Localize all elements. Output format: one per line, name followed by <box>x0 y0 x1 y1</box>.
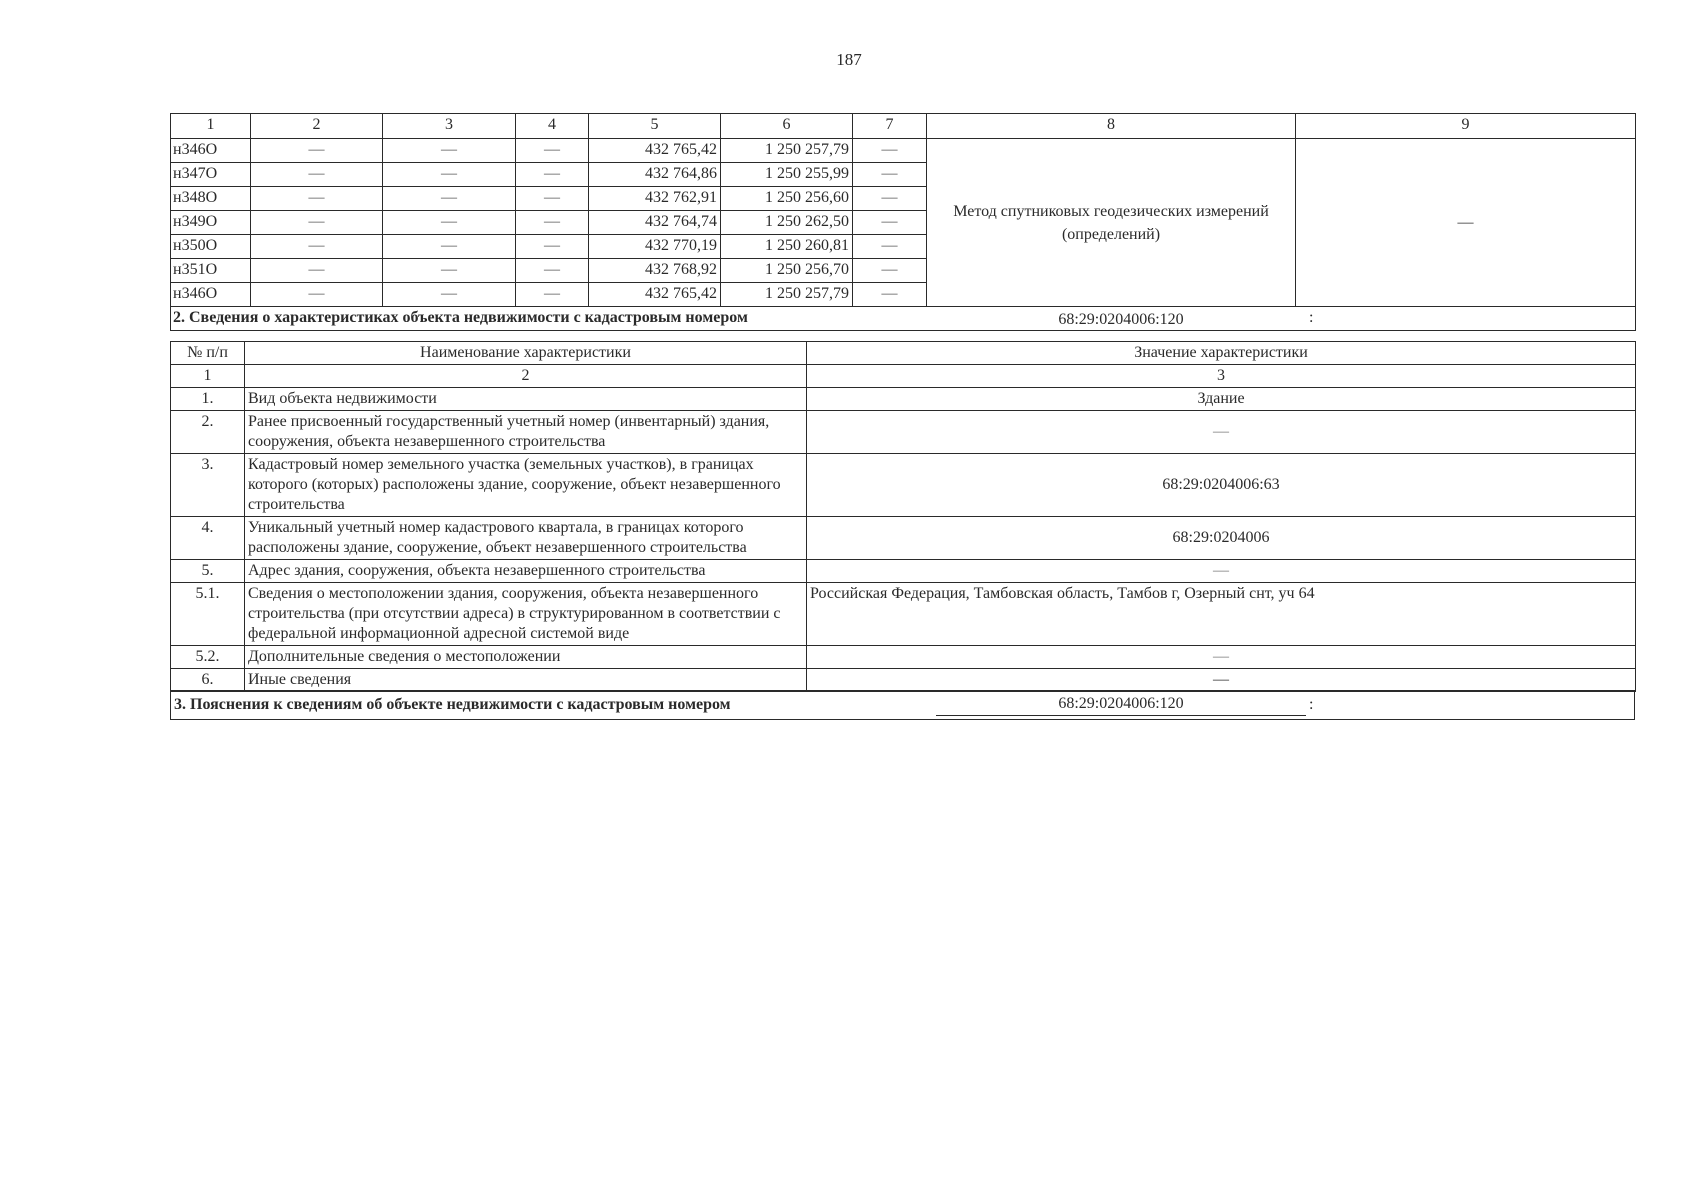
coord-x: 432 765,42 <box>589 139 721 163</box>
cell-dash: — <box>251 283 383 307</box>
row-num: 1. <box>171 388 245 411</box>
coord-y: 1 250 255,99 <box>721 163 853 187</box>
row-value: — <box>807 560 1636 583</box>
col9-value: — <box>1296 139 1636 307</box>
colnum-2: 2 <box>245 365 807 388</box>
row-num: 6. <box>171 669 245 692</box>
row-name: Дополнительные сведения о местоположении <box>245 646 807 669</box>
cell-dash: — <box>853 139 927 163</box>
coordinates-table <box>170 113 1636 331</box>
cell-dash: — <box>251 163 383 187</box>
coord-header-cell: 3 <box>383 114 516 139</box>
point-name: н347О <box>171 163 251 187</box>
coord-header-cell: 9 <box>1296 114 1636 139</box>
section-2-heading <box>171 307 1636 331</box>
row-name: Вид объекта недвижимости <box>245 388 807 411</box>
coord-y: 1 250 256,60 <box>721 187 853 211</box>
row-value: — <box>807 646 1636 669</box>
section-3-row <box>171 691 1635 720</box>
coord-header-row <box>171 114 1636 139</box>
cell-dash: — <box>853 187 927 211</box>
point-name: н346О <box>171 139 251 163</box>
table-row <box>171 669 1636 692</box>
row-num: 5.1. <box>171 583 245 646</box>
table-row <box>171 139 1636 163</box>
colnum-1: 1 <box>171 365 245 388</box>
cell-dash: — <box>251 187 383 211</box>
table-row <box>171 411 1636 454</box>
table-row <box>171 388 1636 411</box>
table-row <box>171 583 1636 646</box>
section-3-heading <box>171 691 1635 720</box>
coord-header-cell: 8 <box>927 114 1296 139</box>
cell-dash: — <box>383 187 516 211</box>
cell-dash: — <box>516 283 589 307</box>
characteristics-table <box>170 341 1636 692</box>
section-2-colon: : <box>1309 309 1314 326</box>
cell-dash: — <box>516 139 589 163</box>
row-value: — <box>807 669 1636 692</box>
row-name: Адрес здания, сооружения, объекта незавершенного строительства <box>245 560 807 583</box>
coord-y: 1 250 257,79 <box>721 139 853 163</box>
coord-header-cell: 1 <box>171 114 251 139</box>
table-row <box>171 454 1636 517</box>
coord-x: 432 764,86 <box>589 163 721 187</box>
cell-dash: — <box>516 259 589 283</box>
coord-x: 432 762,91 <box>589 187 721 211</box>
row-name: Кадастровый номер земельного участка (земельных участков), в границах которого (которых) расположены здание, сооружение, объект незавершенного строительства <box>245 454 807 517</box>
coord-x: 432 764,74 <box>589 211 721 235</box>
coord-y: 1 250 262,50 <box>721 211 853 235</box>
cell-dash: — <box>853 211 927 235</box>
cell-dash: — <box>853 163 927 187</box>
row-name: Сведения о местоположении здания, сооружения, объекта незавершенного строительства (при отсутствии адреса) в структурированном в соответствии с федеральной информационной адресной системой виде <box>245 583 807 646</box>
row-num: 5. <box>171 560 245 583</box>
coord-y: 1 250 260,81 <box>721 235 853 259</box>
cell-dash: — <box>516 211 589 235</box>
coord-header-cell: 5 <box>589 114 721 139</box>
row-value: — <box>807 411 1636 454</box>
row-num: 2. <box>171 411 245 454</box>
row-value: 68:29:0204006 <box>807 517 1636 560</box>
row-num: 3. <box>171 454 245 517</box>
cell-dash: — <box>383 163 516 187</box>
cell-dash: — <box>853 259 927 283</box>
cell-dash: — <box>383 283 516 307</box>
header-value: Значение характеристики <box>807 342 1636 365</box>
section-2-row <box>171 307 1636 331</box>
coord-y: 1 250 256,70 <box>721 259 853 283</box>
point-name: н348О <box>171 187 251 211</box>
cell-dash: — <box>516 163 589 187</box>
table-row <box>171 560 1636 583</box>
section-3-cadastral-number: 68:29:0204006:120 <box>936 692 1306 716</box>
table-row <box>171 646 1636 669</box>
char-header-row <box>171 342 1636 365</box>
colnum-3: 3 <box>807 365 1636 388</box>
cell-dash: — <box>383 259 516 283</box>
cell-dash: — <box>853 235 927 259</box>
cell-dash: — <box>251 235 383 259</box>
section-3-title: 3. Пояснения к сведениям об объекте недвижимости с кадастровым номером <box>174 696 731 713</box>
header-name: Наименование характеристики <box>245 342 807 365</box>
point-name: н351О <box>171 259 251 283</box>
point-name: н346О <box>171 283 251 307</box>
coord-x: 432 770,19 <box>589 235 721 259</box>
row-value: 68:29:0204006:63 <box>807 454 1636 517</box>
coord-header-cell: 6 <box>721 114 853 139</box>
char-colnum-row <box>171 365 1636 388</box>
cell-dash: — <box>516 235 589 259</box>
coord-header-cell: 2 <box>251 114 383 139</box>
coord-x: 432 768,92 <box>589 259 721 283</box>
coord-header-cell: 4 <box>516 114 589 139</box>
section-2-title: 2. Сведения о характеристиках объекта недвижимости с кадастровым номером <box>173 309 748 326</box>
page-number: 187 <box>836 50 862 69</box>
cell-dash: — <box>383 235 516 259</box>
coord-x: 432 765,42 <box>589 283 721 307</box>
cell-dash: — <box>853 283 927 307</box>
coord-header-cell: 7 <box>853 114 927 139</box>
section-3-colon: : <box>1309 696 1314 713</box>
cell-dash: — <box>516 187 589 211</box>
table-row <box>171 517 1636 560</box>
header-num: № п/п <box>171 342 245 365</box>
row-name: Ранее присвоенный государственный учетный номер (инвентарный) здания, сооружения, объекта незавершенного строительства <box>245 411 807 454</box>
row-value: Здание <box>807 388 1636 411</box>
row-value: Российская Федерация, Тамбовская область, Тамбов г, Озерный снт, уч 64 <box>807 583 1636 646</box>
cell-dash: — <box>251 211 383 235</box>
row-num: 5.2. <box>171 646 245 669</box>
point-name: н349О <box>171 211 251 235</box>
row-num: 4. <box>171 517 245 560</box>
point-name: н350О <box>171 235 251 259</box>
coord-y: 1 250 257,79 <box>721 283 853 307</box>
cell-dash: — <box>383 211 516 235</box>
section-3-table <box>170 690 1635 720</box>
cell-dash: — <box>383 139 516 163</box>
cell-dash: — <box>251 259 383 283</box>
row-name: Уникальный учетный номер кадастрового квартала, в границах которого расположены здание, сооружение, объект незавершенного строительства <box>245 517 807 560</box>
section-2-cadastral-number: 68:29:0204006:120 <box>936 308 1306 331</box>
row-name: Иные сведения <box>245 669 807 692</box>
cell-dash: — <box>251 139 383 163</box>
measurement-method: Метод спутниковых геодезических измерений (определений) <box>927 139 1296 307</box>
